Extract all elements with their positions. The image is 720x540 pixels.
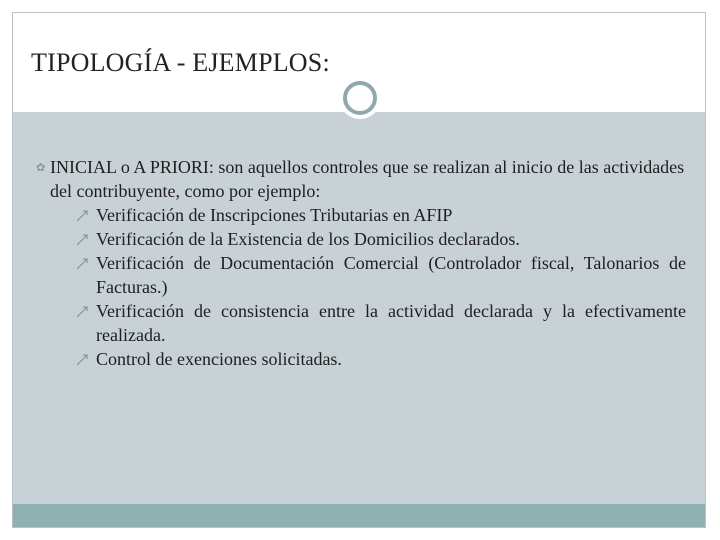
arrow-bullet-icon bbox=[76, 256, 90, 270]
arrow-bullet-icon bbox=[76, 208, 90, 222]
sub-bullet-text: Verificación de Documentación Comercial (Controlador fiscal, Talonarios de Facturas.) bbox=[96, 253, 686, 297]
sub-bullet-item bbox=[38, 299, 686, 347]
sub-bullet-item bbox=[38, 227, 686, 251]
arrow-bullet-icon bbox=[76, 304, 90, 318]
main-bullet-item bbox=[38, 155, 686, 203]
slide-title: TIPOLOGÍA - EJEMPLOS: bbox=[31, 48, 330, 77]
arrow-bullet-icon bbox=[76, 232, 90, 246]
arrow-bullet-icon bbox=[76, 352, 90, 366]
sub-bullet-text: Verificación de la Existencia de los Domicilios declarados. bbox=[96, 229, 520, 249]
sub-bullet-item bbox=[38, 251, 686, 299]
slide-body bbox=[38, 155, 686, 371]
circle-ornament-icon bbox=[339, 77, 381, 119]
ornament-bullet-icon: ✿ bbox=[36, 162, 46, 174]
sub-bullet-text: Verificación de Inscripciones Tributarias en AFIP bbox=[96, 205, 453, 225]
sub-bullet-text: Verificación de consistencia entre la actividad declarada y la efectivamente realizada. bbox=[96, 301, 686, 345]
sub-bullet-text: Control de exenciones solicitadas. bbox=[96, 349, 342, 369]
sub-bullet-list bbox=[38, 203, 686, 371]
sub-bullet-item bbox=[38, 203, 686, 227]
main-bullet-text: INICIAL o A PRIORI: son aquellos controles que se realizan al inicio de las actividades del contribuyente, como por ejemplo: bbox=[50, 157, 685, 201]
bottom-bar bbox=[13, 504, 705, 527]
sub-bullet-item bbox=[38, 347, 686, 371]
